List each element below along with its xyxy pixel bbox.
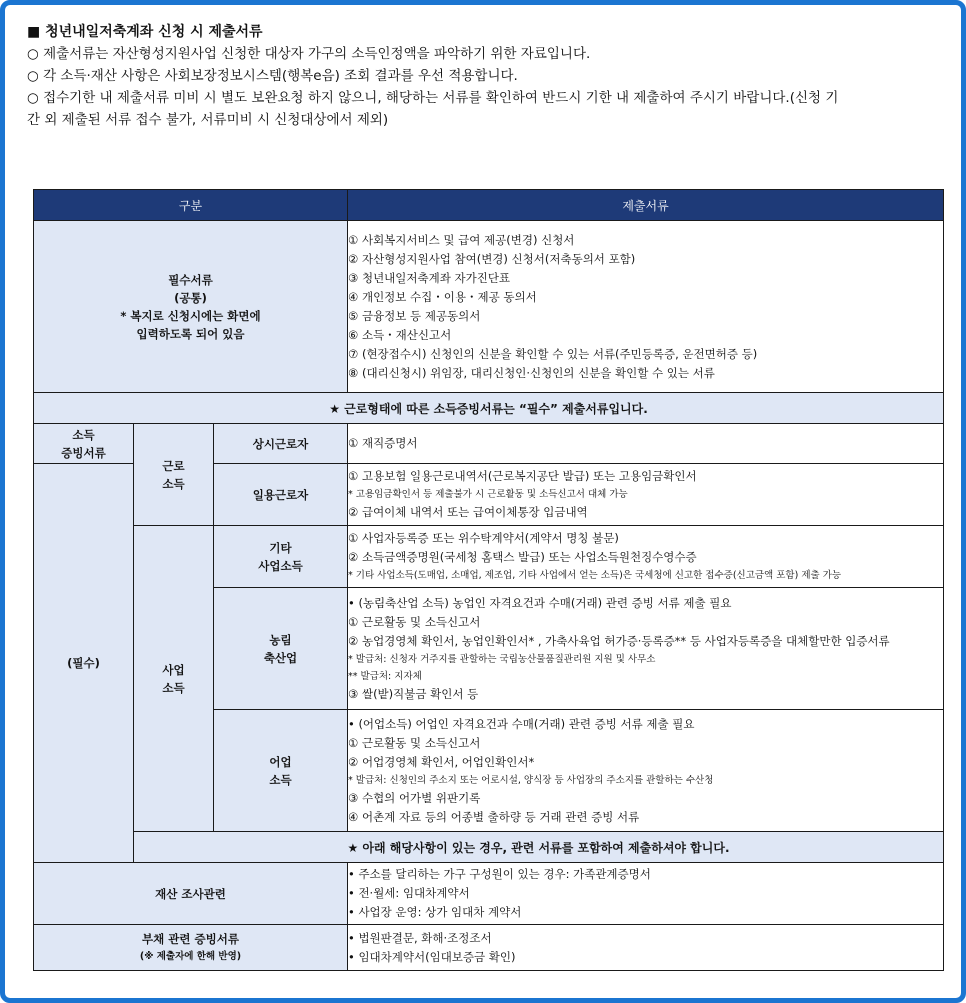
business-income-label-line: 소득 [162, 680, 185, 695]
debt-row [34, 925, 944, 971]
doc-note: * 고용임금확인서 등 제출불가 시 근로활동 및 소득신고서 대체 가능 [348, 489, 628, 500]
doc-item: ② 자산형성지원사업 참여(변경) 신청서(저축동의서 포함) [348, 251, 636, 266]
income-group-label [34, 424, 134, 464]
doc-item: ① 근로활동 및 소득신고서 [348, 614, 481, 629]
property-row [34, 863, 944, 925]
other-business-row [34, 526, 944, 588]
daily-worker-docs [348, 464, 944, 526]
regular-worker-docs [348, 424, 944, 464]
doc-note: * 기타 사업소득(도매업, 소매업, 제조업, 기타 사업에서 얻는 소득)은 국세청에 신고한 접수증(신고금액 포함) 제출 가능 [348, 570, 842, 581]
doc-item: ⑦ (현장접수시) 신청인의 신분을 확인할 수 있는 서류(주민등록증, 운전면허증 등) [348, 346, 758, 361]
notice-band-row [34, 832, 944, 863]
doc-note: * 발급처: 신청자 거주지를 관할하는 국립농산물품질관리원 지원 및 사무소 [348, 653, 656, 665]
notice-band: ★ 아래 해당사항이 있는 경우, 관련 서류를 포함하여 제출하셔야 합니다. [134, 832, 944, 863]
business-income-label [134, 526, 214, 832]
property-docs [348, 863, 944, 925]
documents-table [33, 189, 944, 971]
intro-line: ○ 제출서류는 자산형성지원사업 신청한 대상자 가구의 소득인정액을 파악하기 위한 자료입니다. [27, 46, 591, 62]
other-business-label [214, 526, 348, 588]
intro-line: 간 외 제출된 서류 접수 불가, 서류미비 시 신청대상에서 제외) [27, 112, 389, 128]
fishery-label-line: 소득 [269, 772, 292, 787]
doc-item: • 주소를 달리하는 가구 구성원이 있는 경우: 가족관계증명서 [348, 867, 651, 881]
doc-item: ① 사업자등록증 또는 위수탁계약서(계약서 명칭 불문) [348, 531, 619, 545]
doc-item: ② 어업경영체 확인서, 어업인확인서* [348, 754, 535, 769]
debt-label-line: 부채 관련 증빙서류 [142, 932, 239, 946]
required-label-line: (공통) [174, 290, 207, 305]
required-label [34, 221, 348, 393]
doc-item: ① 사회복지서비스 및 급여 제공(변경) 신청서 [348, 232, 575, 247]
intro-section [27, 21, 947, 131]
doc-item: ③ 쌀(밭)직불금 확인서 등 [348, 686, 479, 701]
other-business-label-line: 기타 [269, 540, 292, 555]
doc-item: ⑥ 소득・재산신고서 [348, 327, 452, 342]
fishery-docs [348, 710, 944, 832]
farming-label-line: 농림 [269, 632, 292, 647]
daily-worker-label: 일용근로자 [214, 464, 348, 526]
required-label-line: * 복지로 신청시에는 화면에 [120, 308, 261, 323]
property-label: 재산 조사관련 [34, 863, 348, 925]
farming-label [214, 588, 348, 710]
table-header-row [34, 190, 944, 221]
farming-label-line: 축산업 [263, 650, 298, 665]
doc-item: ④ 어촌계 자료 등의 어종별 출하량 등 거래 관련 증빙 서류 [348, 809, 640, 824]
income-group-label-line: 증빙서류 [61, 445, 106, 460]
doc-item: ① 재직증명서 [348, 436, 418, 450]
labor-income-label-line: 소득 [162, 476, 185, 491]
doc-item: • 임대차계약서(임대보증금 확인) [348, 949, 516, 964]
section-title: ■ 청년내일저축계좌 신청 시 제출서류 [27, 24, 263, 40]
notice-band-row [34, 393, 944, 424]
doc-note: ** 발급처: 지자체 [348, 670, 422, 682]
doc-item: ④ 개인정보 수집・이용・제공 동의서 [348, 289, 537, 304]
doc-item: • 사업장 운영: 상가 임대차 계약서 [348, 905, 522, 919]
required-label-line: 필수서류 [168, 272, 213, 287]
doc-item: • (농림축산업 소득) 농업인 자격요건과 수매(거래) 관련 증빙 서류 제출 필요 [348, 595, 732, 610]
doc-item: ① 근로활동 및 소득신고서 [348, 735, 481, 750]
income-group-label-line: 소득 [72, 427, 95, 442]
debt-label-line: (※ 제출자에 한해 반영) [139, 951, 242, 962]
intro-line: ○ 각 소득·재산 사항은 사회보장정보시스템(행복e음) 조회 결과를 우선 적용합니다. [27, 68, 518, 84]
header-category: 구분 [34, 190, 348, 221]
business-income-label-line: 사업 [162, 662, 185, 677]
doc-item: ② 소득금액증명원(국세청 홈택스 발급) 또는 사업소득원천징수영수증 [348, 550, 697, 564]
doc-item: ⑧ (대리신청시) 위임장, 대리신청인·신청인의 신분을 확인할 수 있는 서류 [348, 365, 715, 380]
doc-item: • (어업소득) 어업인 자격요건과 수매(거래) 관련 증빙 서류 제출 필요 [348, 716, 695, 731]
other-business-docs [348, 526, 944, 588]
header-documents: 제출서류 [348, 190, 944, 221]
other-business-label-line: 사업소득 [258, 558, 303, 573]
doc-item: ③ 수협의 어가별 위판기록 [348, 790, 481, 805]
required-row [34, 221, 944, 393]
regular-worker-row [34, 424, 944, 464]
fishery-label [214, 710, 348, 832]
doc-item: • 법원판결문, 화해·조정조서 [348, 930, 492, 945]
required-mark-label: (필수) [34, 464, 134, 863]
regular-worker-label: 상시근로자 [214, 424, 348, 464]
required-label-line: 입력하도록 되어 있음 [136, 326, 245, 341]
labor-income-label-line: 근로 [162, 458, 185, 473]
doc-item: ③ 청년내일저축계좌 자가진단표 [348, 270, 511, 285]
doc-item: ① 고용보험 일용근로내역서(근로복지공단 발급) 또는 고용임금확인서 [348, 469, 697, 483]
fishery-label-line: 어업 [269, 754, 292, 769]
doc-item: ② 급여이체 내역서 또는 급여이체통장 입금내역 [348, 505, 588, 519]
intro-line: ○ 접수기한 내 제출서류 미비 시 별도 보완요청 하지 않으니, 해당하는 서류를 확인하여 반드시 기한 내 제출하여 주시기 바랍니다.(신청 기 [27, 90, 839, 106]
labor-income-label [134, 424, 214, 526]
debt-label [34, 925, 348, 971]
farming-docs [348, 588, 944, 710]
doc-item: ② 농업경영체 확인서, 농업인확인서* , 가축사육업 허가증·등록증** 등 사업자등록증을 대체할만한 입증서류 [348, 633, 890, 648]
required-docs [348, 221, 944, 393]
debt-docs [348, 925, 944, 971]
doc-item: • 전·월세: 임대차계약서 [348, 886, 470, 900]
doc-note: * 발급처: 신청인의 주소지 또는 어로시설, 양식장 등 사업장의 주소지를 관할하는 수산청 [348, 774, 714, 786]
doc-item: ⑤ 금융정보 등 제공동의서 [348, 308, 481, 323]
notice-band: ★ 근로형태에 따른 소득증빙서류는 “필수” 제출서류입니다. [34, 393, 944, 424]
